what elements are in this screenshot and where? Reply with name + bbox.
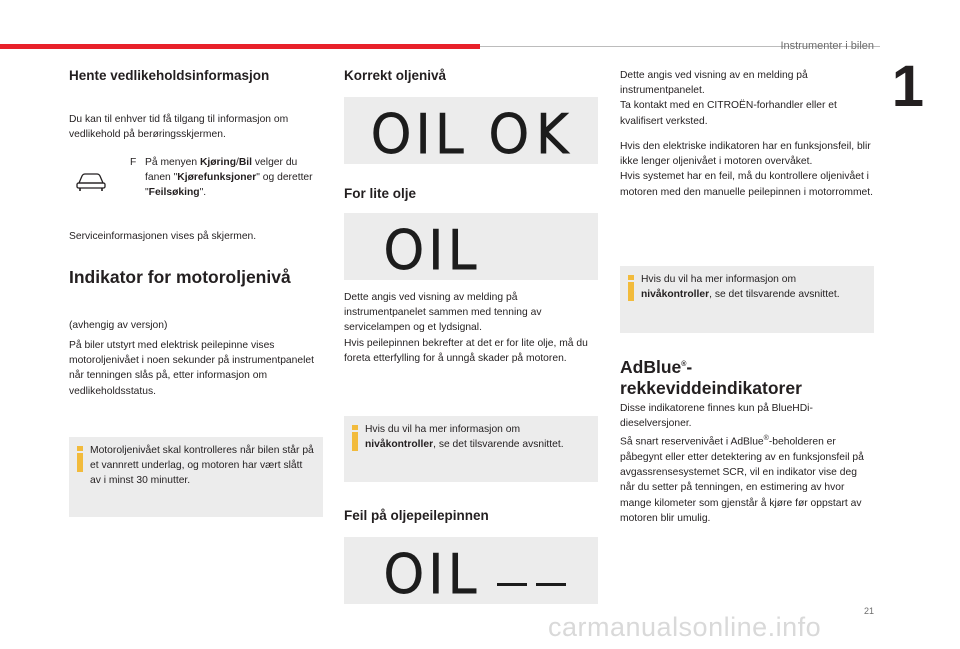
car-icon: [74, 170, 108, 192]
display-oil-ok: [344, 97, 598, 164]
info-text: Hvis du vil ha mer informasjon om nivåkontroller, se det tilsvarende avsnittet.: [641, 274, 840, 301]
info-text: Motoroljenivået skal kontrolleres når bilen står på et vannrett underlag, og motoren har vært slått av i minst 30 minutter.: [90, 445, 314, 487]
info-box-level-checks: [344, 416, 598, 482]
para-fault-message: Dette angis ved visning av en melding på instrumentpanelet. Ta kontakt med en CITROËN-forhandler eller et kvalifisert verksted.: [620, 70, 837, 127]
heading-low-oil: For lite olje: [344, 186, 417, 201]
oil-ok-display-graphic: [344, 97, 598, 164]
para-adblue: Disse indikatorene finnes kun på BlueHDi-dieselversjoner. Så snart reservenivået i AdBlue®-beholderen er påbegynt eller etter detektering av en funksjonsfeil på avgassrensesystemet SCR, vil en indikator vise deg når du setter på tenningen, en estimering av hvor mange kilometer som gjenstår å kjøre før oppstart av motoren blir umulig.: [620, 403, 864, 524]
display-oil-low: [344, 213, 598, 280]
display-oil-fault: [344, 537, 598, 604]
display-text: OIL: [383, 545, 481, 604]
display-dash-1: [497, 583, 527, 586]
watermark: carmanualsonline.info: [548, 612, 822, 642]
info-box-check-conditions: [69, 437, 323, 517]
heading-oil-ok: Korrekt oljenivå: [344, 68, 447, 83]
para-service-info: Serviceinformasjonen vises på skjermen.: [69, 231, 257, 242]
heading-oil-level-indicator: Indikator for motoroljenivå: [69, 267, 291, 287]
chapter-title: Instrumenter i bilen: [780, 40, 874, 52]
bullet-marker: F: [130, 157, 137, 168]
display-text: OIL OK: [370, 105, 572, 164]
oil-fault-display-graphic: [344, 537, 598, 604]
info-text: Hvis du vil ha mer informasjon om nivåkontroller, se det tilsvarende avsnittet.: [365, 424, 564, 451]
info-box-level-checks-2: [620, 266, 874, 333]
chapter-number: 1: [891, 54, 924, 119]
info-icon: [350, 425, 360, 451]
para-electric-dipstick: På biler utstyrt med elektrisk peilepinne vises motoroljenivået i noen sekunder på instrumentpanelet når tenningen slås på, etter informasjon om vedlikeholdsstatus.: [69, 340, 314, 397]
para-indicator-fault: Hvis den elektriske indikatoren har en funksjonsfeil, blir ikke lenger oljenivået i motoren overvåket. Hvis systemet har en feil, må du kontrollere oljenivået i motoren med den manuelle peilepinnen i motorrommet.: [620, 141, 873, 198]
bullet-menu-instruction: På menyen Kjøring/Bil velger du fanen "Kjørefunksjoner" og deretter "Feilsøking".: [145, 157, 313, 199]
display-text: OIL: [383, 221, 481, 280]
heading-maintenance-info: Hente vedlikeholdsinformasjon: [69, 68, 270, 83]
para-maintenance-access: Du kan til enhver tid få tilgang til informasjon om vedlikehold på berøringsskjermen.: [69, 114, 289, 141]
page-number: 21: [863, 606, 874, 616]
info-icon: [626, 275, 636, 301]
para-low-oil: Dette angis ved visning av melding på instrumentpanelet sammen med tenning av servicelampen og et lydsignal. Hvis peilepinnen bekrefter at det er for lite olje, må du foreta etterfylling for å unngå skader på motoren.: [344, 292, 588, 364]
para-version: (avhengig av versjon): [69, 320, 168, 331]
header-red-bar: [0, 44, 480, 49]
heading-dipstick-fault: Feil på oljepeilepinnen: [344, 508, 489, 523]
oil-low-display-graphic: [344, 213, 598, 280]
display-dash-2: [536, 583, 566, 586]
info-icon: [75, 446, 85, 472]
heading-adblue: AdBlue®- rekkeviddeindikatorer: [620, 356, 802, 398]
